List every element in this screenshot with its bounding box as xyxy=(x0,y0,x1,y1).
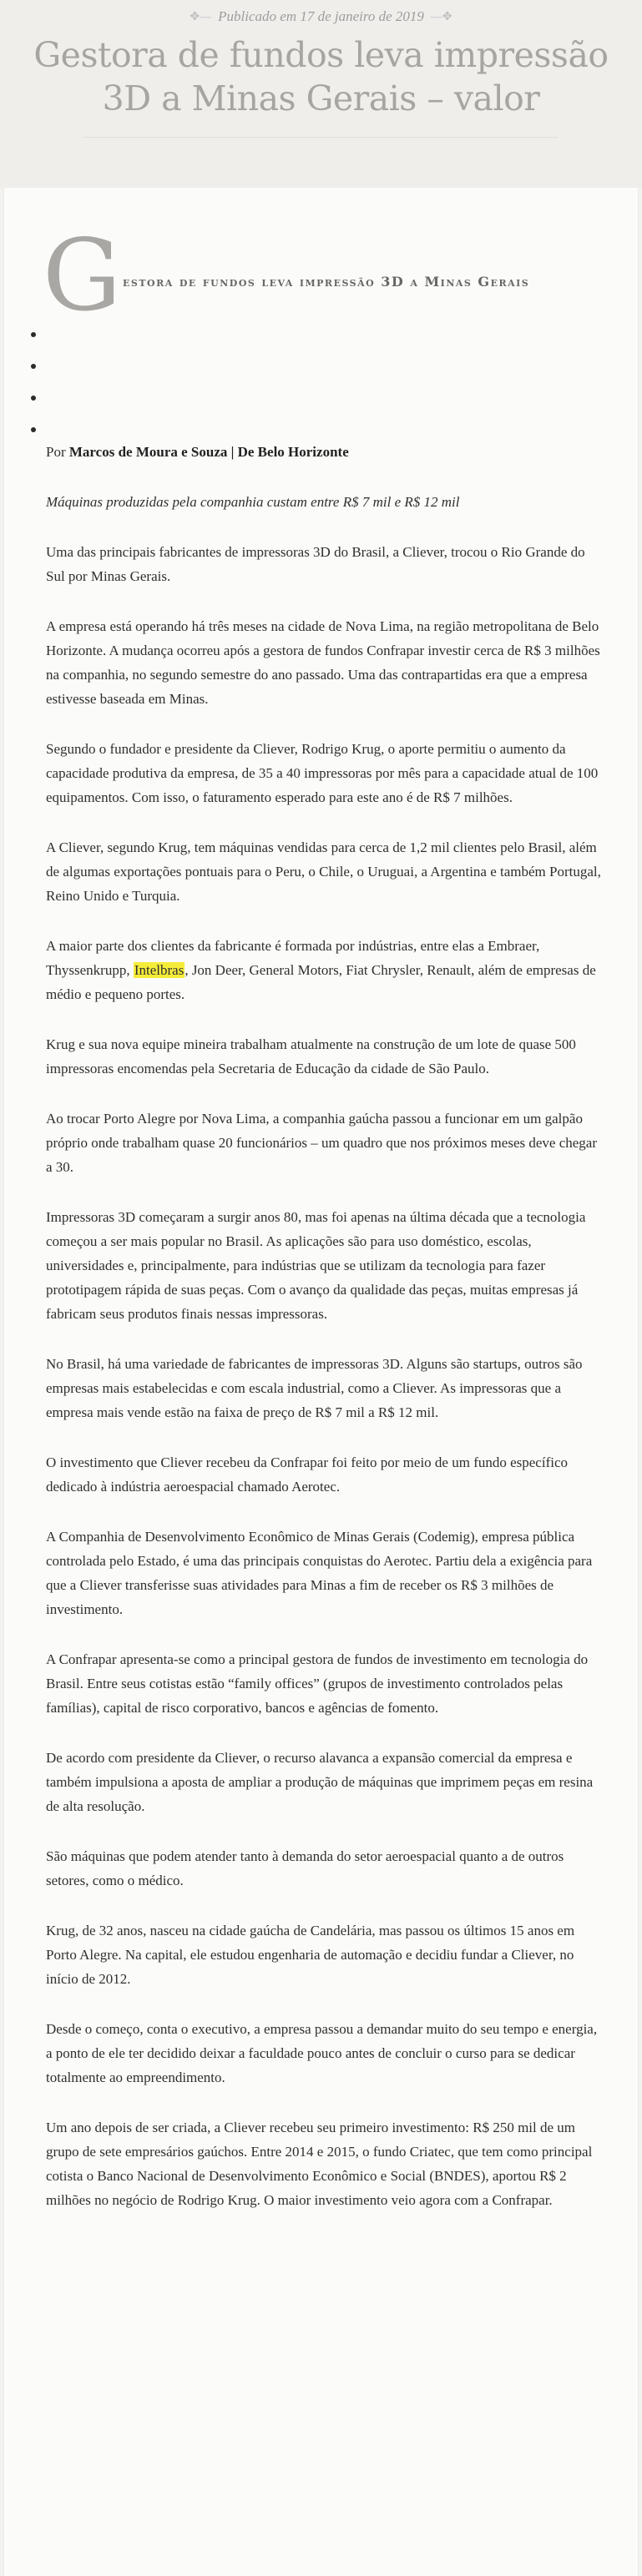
article-body xyxy=(46,440,601,2238)
page-title: Gestora de fundos leva impressão 3D a Minas Gerais – valor xyxy=(33,35,609,118)
drop-cap: G xyxy=(43,218,122,333)
published-date: 17 de janeiro de 2019 xyxy=(300,8,424,24)
byline xyxy=(46,440,601,464)
highlighted-term: Intelbras xyxy=(134,962,185,978)
paragraph: Segundo o fundador e presidente da Cliever, Rodrigo Krug, o aporte permitiu o aumento da capacidade produtiva da empresa, de 35 a 40 impressoras por mês para a capacidade atual de 100 equipamentos. Com isso, o faturamento esperado para este ano é de R$ 7 milhões. xyxy=(46,741,599,805)
publish-meta xyxy=(0,8,642,25)
paragraph xyxy=(46,934,601,1006)
paragraph: A empresa está operando há três meses na cidade de Nova Lima, na região metropolitana de Belo Horizonte. A mudança ocorreu após a gestora de fundos Confrapar investir cerca de R$ 3 milhões na companhia, no segundo semestre do ano passado. Uma das contrapartidas era que a empresa estivesse baseada em Minas. xyxy=(46,618,600,707)
paragraph: A Companhia de Desenvolvimento Econômico de Minas Gerais (Codemig), empresa pública controlada pelo Estado, é uma das principais conquistas do Aerotec. Partiu dela a exigência para que a Cliever transferisse suas atividades para Minas a fim de receber os R$ 3 milhões de investimento. xyxy=(46,1529,593,1617)
paragraph: No Brasil, há uma variedade de fabricantes de impressoras 3D. Alguns são startups, outros são empresas mais estabelecidas e com escala industrial, como a Cliever. As impressoras que a empresa mais vende estão na faixa de preço de R$ 7 mil a R$ 12 mil. xyxy=(46,1356,583,1420)
paragraph: Impressoras 3D começaram a surgir anos 80, mas foi apenas na última década que a tecnologia começou a ser mais popular no Brasil. As aplicações são para uso doméstico, escolas, universidades e, principalmente, para indústrias que se utilizam da tecnologia para fazer prototipagem rápida de suas peças. Com o avanço da qualidade das peças, muitas empresas já fabricam seus produtos finais nessas impressoras. xyxy=(46,1209,586,1322)
paragraph: Krug e sua nova equipe mineira trabalham atualmente na construção de um lote de quase 500 impressoras encomendas pela Secretaria de Educação da cidade de São Paulo. xyxy=(46,1036,576,1076)
article-card xyxy=(3,188,639,2576)
paragraph: São máquinas que podem atender tanto à demanda do setor aeroespacial quanto a de outros setores, como o médico. xyxy=(46,1848,564,1888)
paragraph: Uma das principais fabricantes de impressoras 3D do Brasil, a Cliever, trocou o Rio Grande do Sul por Minas Gerais. xyxy=(46,544,585,584)
paragraph: Desde o começo, conta o executivo, a empresa passou a demandar muito do seu tempo e energia, a ponto de ele ter decidido deixar a faculdade pouco antes de concluir o curso para se dedicar totalmente ao empreendimento. xyxy=(46,2021,598,2085)
lead-heading: estora de fundos leva impressão 3D a Minas Gerais xyxy=(123,274,530,290)
paragraph-text: , Jon Deer, General Motors, Fiat Chrysler, Renault, além de empresas de médio e pequeno portes. xyxy=(46,962,596,1002)
paragraph: A Confrapar apresenta-se como a principal gestora de fundos de investimento em tecnologia do Brasil. Entre seus cotistas estão “family offices” (grupos de investimento controlados pelas famílias), capital de risco corporativo, bancos e agências de fomento. xyxy=(46,1651,589,1716)
article-lead xyxy=(43,218,604,333)
right-flourish-icon: —✥ xyxy=(430,11,452,23)
left-flourish-icon: ✥— xyxy=(190,11,212,23)
article-subtitle: Máquinas produzidas pela companhia custam entre R$ 7 mil e R$ 12 mil xyxy=(46,494,460,510)
paragraph: De acordo com presidente da Cliever, o recurso alavanca a expansão comercial da empresa e também impulsiona a aposta de ampliar a produção de máquinas que imprimem peças em resina de alta resolução. xyxy=(46,1750,594,1814)
published-prefix: Publicado em xyxy=(218,8,297,24)
header-divider xyxy=(83,137,559,138)
byline-author: Marcos de Moura e Souza | De Belo Horizonte xyxy=(68,444,349,460)
paragraph: Krug, de 32 anos, nasceu na cidade gaúcha de Candelária, mas passou os últimos 15 anos em Porto Alegre. Na capital, ele estudou engenharia de automação e decidiu fundar a Cliever, no início de 2012. xyxy=(46,1923,575,1987)
page-header xyxy=(0,0,642,188)
paragraph-text: A maior parte dos clientes da fabricante é formada por indústrias, entre elas a Embraer, Thyssenkrupp, xyxy=(46,938,540,978)
byline-prefix: Por xyxy=(46,444,66,460)
paragraph: Ao trocar Porto Alegre por Nova Lima, a companhia gaúcha passou a funcionar em um galpão próprio onde trabalham quase 20 funcionários – um quadro que nos próximos meses deve chegar a 30. xyxy=(46,1111,597,1175)
paragraph: A Cliever, segundo Krug, tem máquinas vendidas para cerca de 1,2 mil clientes pelo Brasil, além de algumas exportações pontuais para o Peru, o Chile, o Uruguai, a Argentina e também Portugal, Reino Unido e Turquia. xyxy=(46,839,601,904)
paragraph: O investimento que Cliever recebeu da Confrapar foi feito por meio de um fundo específico dedicado à indústria aeroespacial chamado Aerotec. xyxy=(46,1454,569,1495)
paragraph: Um ano depois de ser criada, a Cliever recebeu seu primeiro investimento: R$ 250 mil de um grupo de sete empresários gaúchos. Entre 2014 e 2015, o fundo Criatec, que tem como principal cotista o Banco Nacional de Desenvolvimento Econômico e Social (BNDES), aportou R$ 2 milhões no negócio de Rodrigo Krug. O maior investimento veio agora com a Confrapar. xyxy=(46,2120,593,2208)
